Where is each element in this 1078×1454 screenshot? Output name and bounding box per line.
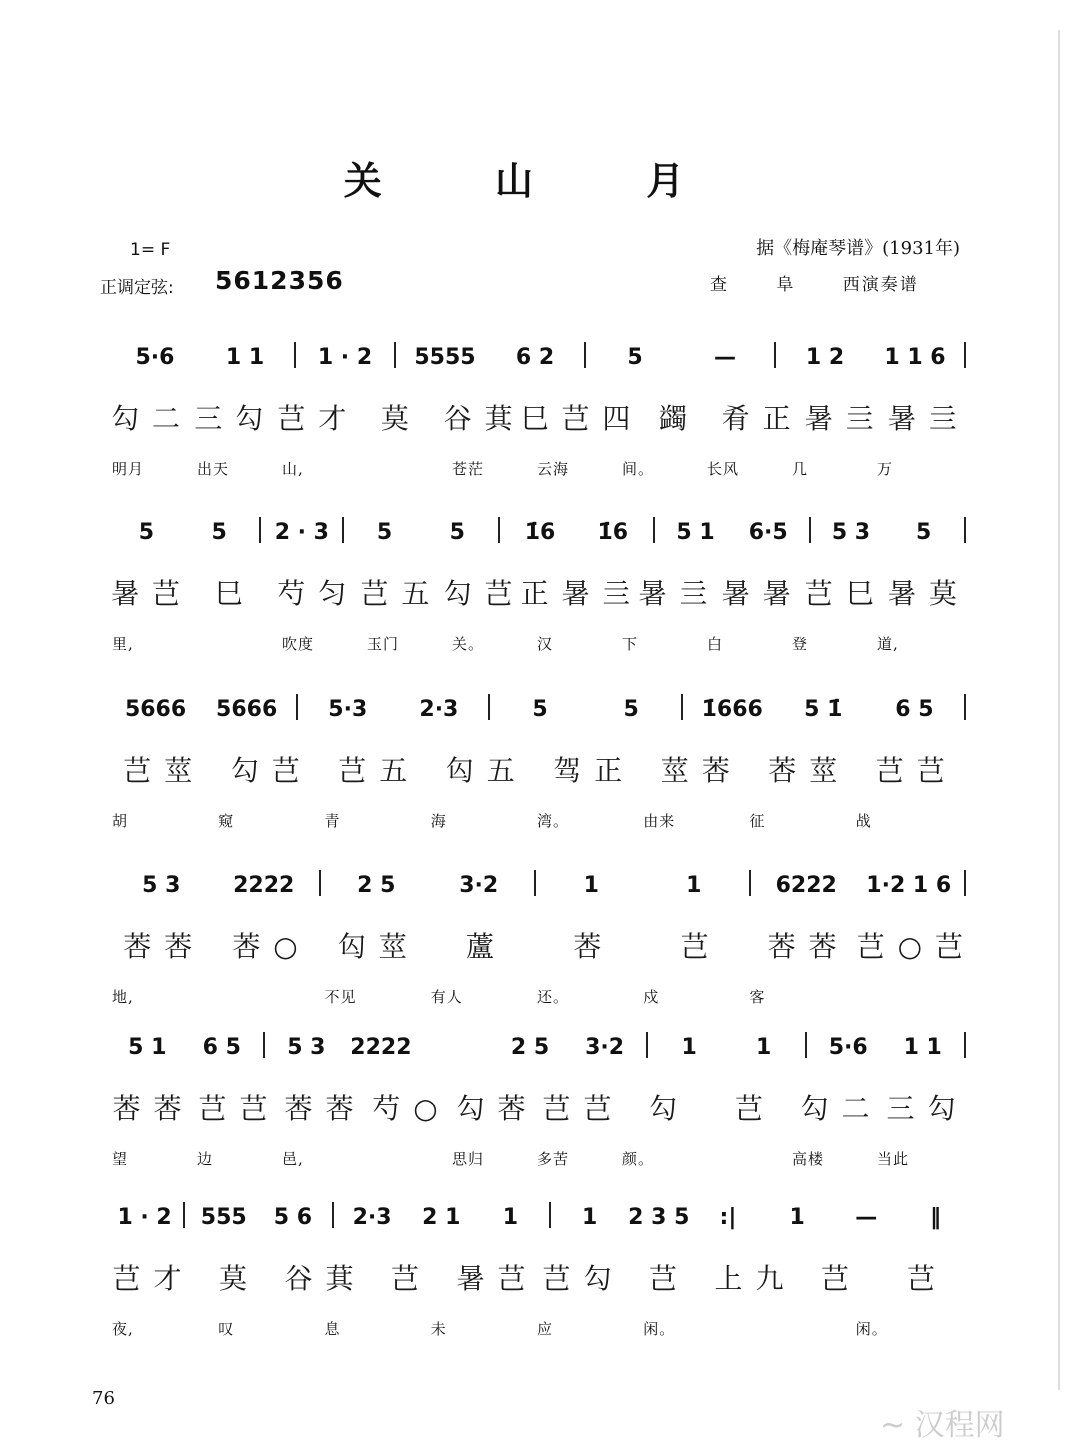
lyric-word: 高楼: [792, 1150, 825, 1168]
song-title: 关 山 月: [343, 158, 735, 203]
lyric-word: 青: [324, 812, 341, 830]
jianpu-notes: [110, 858, 970, 898]
note-group: 2·3: [419, 697, 459, 722]
lyric-word: 未: [430, 1320, 447, 1338]
note-group: 3·2: [585, 1035, 625, 1060]
tablature-glyph: 莖 莕: [660, 754, 732, 787]
note-group: 2222: [233, 873, 295, 898]
note-group: 5: [916, 520, 932, 545]
note-group: 1: [681, 1035, 697, 1060]
tablature-glyph: 匃 五: [445, 754, 517, 787]
lyric-word: 吹度: [282, 635, 315, 653]
qin-tablature: [105, 392, 965, 442]
tablature-glyph: 芑 芑: [198, 1092, 270, 1125]
tuning-notes: 5612356: [215, 266, 344, 295]
note-group: 5: [138, 520, 155, 545]
qin-tablature: [105, 1252, 965, 1302]
note-group: 5 3: [287, 1035, 326, 1060]
bar-line: [263, 1032, 265, 1058]
lyric-word: 苍茫: [452, 460, 485, 478]
qin-tablature: [105, 744, 965, 794]
note-group: 6·5: [748, 520, 788, 545]
lyric-word: 戍: [643, 988, 660, 1006]
lyric-word: 登: [792, 635, 809, 653]
tablature-glyph: 莫: [380, 402, 411, 435]
note-group: 6 5: [895, 697, 934, 722]
note-group: 5: [376, 520, 393, 545]
lyric-word: 息: [324, 1320, 341, 1338]
tablature-glyph: 三 勾: [886, 1092, 958, 1125]
bar-line: [183, 1202, 185, 1228]
bar-line: [319, 870, 321, 896]
tuning-label: 正调定弦:: [100, 278, 174, 298]
lyric-word: 白: [707, 635, 724, 653]
note-group: 5·6: [828, 1035, 868, 1060]
tablature-glyph: 暑 暑: [721, 577, 793, 610]
tablature-glyph: 芑 五: [360, 577, 432, 610]
tablature-glyph: 芍 ○: [372, 1092, 440, 1125]
jianpu-notes: [110, 1020, 970, 1060]
jianpu-notes: [110, 682, 970, 722]
lyric-word: 云海: [537, 460, 570, 478]
tablature-glyph: 莕: [573, 930, 604, 963]
note-group: 1̇6: [524, 520, 556, 545]
tablature-glyph: 莕 莕: [123, 930, 195, 963]
tablature-glyph: 暑 莫: [887, 577, 959, 610]
note-group: 5 1: [676, 520, 715, 545]
bar-line: [964, 870, 966, 896]
tablature-glyph: 匃 莖: [338, 930, 409, 963]
lyric-word: [197, 633, 282, 657]
source-citation: 据《梅庵琴谱》(1931年): [756, 238, 960, 259]
lyrics-line: [112, 1148, 962, 1172]
tablature-glyph: 上 九: [714, 1262, 786, 1295]
tablature-glyph: 芑 才: [112, 1262, 184, 1295]
note-group: 5: [532, 697, 548, 722]
tablature-glyph: 暑 亖: [638, 577, 710, 610]
bar-line: [964, 342, 966, 368]
note-group: 1: [686, 873, 702, 898]
tablature-glyph: 芑 勾: [542, 1262, 614, 1295]
note-group: 2 1: [422, 1205, 461, 1230]
tablature-glyph: 芑 巳: [804, 577, 876, 610]
tablature-glyph: 芑: [734, 1092, 765, 1125]
lyrics-line: [112, 1318, 962, 1342]
note-group: 555: [200, 1205, 247, 1230]
note-group: 5·6: [135, 345, 175, 370]
qin-tablature: [105, 1082, 965, 1132]
page-edge-line: [1058, 30, 1060, 1390]
lyric-word: 长风: [707, 460, 740, 478]
note-group: 6222: [775, 873, 837, 898]
note-group: 1 1: [903, 1035, 942, 1060]
lyric-word: [367, 458, 452, 482]
note-group: 1 1: [225, 345, 265, 370]
note-group: 5: [449, 520, 465, 545]
note-group: 1 1 6: [884, 345, 946, 370]
bar-line: [681, 694, 683, 720]
lyric-word: 出天: [197, 460, 230, 478]
tablature-glyph: 勾 二: [800, 1092, 872, 1125]
note-group: 3·2: [459, 873, 499, 898]
tablature-glyph: 巳: [214, 577, 245, 610]
lyric-word: 邑,: [282, 1150, 304, 1168]
watermark-logo: ~ 汉程网: [880, 1408, 1005, 1443]
bar-line: [809, 517, 811, 543]
note-group: 5 3: [142, 873, 181, 898]
bar-line: [964, 694, 966, 720]
note-group: 2·3: [352, 1205, 392, 1230]
note-group: 5·3: [328, 697, 368, 722]
bar-line: [296, 694, 298, 720]
tablature-glyph: 暑 芑: [456, 1262, 528, 1295]
lyric-word: 思归: [452, 1150, 485, 1168]
bar-line: [653, 517, 655, 543]
performer-credit: 查 阜 西演奏谱: [710, 275, 919, 295]
bar-line: [394, 342, 396, 368]
lyric-word: 地,: [112, 988, 134, 1006]
lyric-word: 海: [430, 812, 447, 830]
tablature-glyph: 勾 芑: [443, 577, 515, 610]
bar-line: [498, 517, 500, 543]
bar-line: [259, 517, 261, 543]
lyric-word: 闲。: [855, 1320, 888, 1338]
lyrics-line: [112, 810, 962, 834]
lyric-word: [707, 1148, 792, 1172]
tablature-glyph: 勾 莕: [456, 1092, 528, 1125]
note-group: —: [855, 1205, 878, 1230]
lyric-word: 不见: [324, 988, 357, 1006]
lyric-word: 多苦: [537, 1150, 570, 1168]
bar-line: [805, 1032, 807, 1058]
lyric-word: 窥: [218, 812, 235, 830]
note-group: ‖: [929, 1205, 941, 1230]
note-group: 1: [581, 1205, 598, 1230]
note-group: 6 5: [202, 1035, 241, 1060]
jianpu-notes: [110, 505, 970, 545]
lyric-word: 胡: [112, 812, 129, 830]
lyric-word: 战: [855, 812, 872, 830]
lyric-word: 间。: [622, 460, 655, 478]
note-group: :|: [719, 1205, 737, 1230]
lyric-word: 有人: [430, 988, 463, 1006]
note-group: 5: [627, 345, 643, 370]
tablature-glyph: 正 暑 亖: [520, 577, 633, 610]
tablature-glyph: 芑 五: [338, 754, 410, 787]
bar-line: [774, 342, 776, 368]
tablature-glyph: 三 勾: [194, 402, 266, 435]
note-group: 2 5: [510, 1035, 550, 1060]
note-group: 1: [502, 1205, 519, 1230]
note-group: 2 3 5: [628, 1205, 690, 1230]
bar-line: [488, 694, 490, 720]
note-group: 1: [755, 1035, 772, 1060]
tablature-glyph: 芑: [390, 1262, 421, 1295]
tablature-glyph: 驾 正: [553, 754, 625, 787]
tablature-glyph: 勾: [648, 1092, 679, 1125]
note-group: 5555: [414, 345, 476, 370]
qin-tablature: [105, 567, 965, 617]
lyric-word: 当此: [877, 1150, 910, 1168]
lyric-word: 几: [792, 460, 809, 478]
tablature-glyph: 肴 正: [721, 402, 793, 435]
note-group: 1: [583, 873, 599, 898]
note-group: 5 1̇: [804, 697, 843, 722]
note-group: 2222: [350, 1035, 412, 1060]
tablature-glyph: 莫: [218, 1262, 249, 1295]
lyric-word: 明月: [112, 460, 145, 478]
key-signature: 1= F: [130, 240, 171, 260]
tablature-glyph: 莕 莖: [768, 754, 840, 787]
lyric-word: 客: [749, 988, 766, 1006]
tablature-glyph: 芑 ○ 芑: [856, 930, 965, 963]
lyric-word: [367, 1148, 452, 1172]
jianpu-notes: [110, 1190, 970, 1230]
tablature-glyph: 蠲: [658, 402, 689, 435]
lyric-word: [218, 986, 324, 1010]
bar-line: [749, 870, 751, 896]
tablature-glyph: 芑 芑: [875, 754, 947, 787]
lyrics-line: [112, 633, 962, 657]
tablature-glyph: 芑: [906, 1262, 937, 1295]
lyric-word: 叹: [218, 1320, 235, 1338]
lyric-word: [750, 1318, 856, 1342]
lyric-word: 颜。: [622, 1150, 655, 1168]
lyric-word: 征: [749, 812, 766, 830]
tablature-glyph: 巳 芑 四: [520, 402, 633, 435]
tablature-glyph: 芑: [680, 930, 711, 963]
tablature-glyph: 芑 芑: [542, 1092, 614, 1125]
lyric-word: 还。: [537, 988, 570, 1006]
lyric-word: 由来: [643, 812, 676, 830]
note-group: 5 3: [831, 520, 871, 545]
lyric-word: 山,: [282, 460, 304, 478]
tablature-glyph: 莕 莕: [284, 1092, 356, 1125]
note-group: 5 6: [273, 1205, 313, 1230]
tablature-glyph: 芑: [648, 1262, 679, 1295]
tablature-glyph: 勾 二: [111, 402, 183, 435]
note-group: 5666: [124, 697, 187, 722]
note-group: 1 · 2: [317, 345, 373, 370]
note-group: 1 2: [805, 345, 845, 370]
note-group: 5666: [216, 697, 278, 722]
note-group: 5: [211, 520, 227, 545]
lyric-word: 闲。: [643, 1320, 676, 1338]
lyric-word: 应: [537, 1320, 554, 1338]
bar-line: [294, 342, 296, 368]
lyric-word: 关。: [452, 635, 485, 653]
lyric-word: 下: [622, 635, 639, 653]
lyric-word: 边: [197, 1150, 214, 1168]
tablature-glyph: 莕 莕: [767, 930, 839, 963]
note-group: 1: [789, 1205, 805, 1230]
note-group: 6 2: [515, 345, 555, 370]
note-group: 1 · 2: [117, 1205, 172, 1230]
tablature-glyph: 芑 才: [277, 402, 349, 435]
lyric-word: 汉: [537, 635, 554, 653]
tablature-glyph: 暑 芑: [111, 577, 183, 610]
bar-line: [964, 1032, 966, 1058]
note-group: 5 1: [128, 1035, 167, 1060]
bar-line: [964, 517, 966, 543]
note-group: 1·2 1 6: [866, 873, 952, 898]
lyric-word: 湾。: [537, 812, 570, 830]
tablature-glyph: 谷 萁: [284, 1262, 356, 1295]
bar-line: [584, 342, 586, 368]
lyric-word: [856, 986, 962, 1010]
tablature-glyph: 莕 ○: [232, 930, 300, 963]
lyric-word: 道,: [877, 635, 899, 653]
lyric-word: 夜,: [112, 1320, 134, 1338]
lyrics-line: [112, 986, 962, 1010]
qin-tablature: [105, 920, 965, 970]
jianpu-notes: [110, 330, 970, 370]
tablature-glyph: 芑 莖: [123, 754, 195, 787]
tablature-glyph: 芍 匀: [277, 577, 349, 610]
note-group: 1̇666: [701, 697, 763, 722]
bar-line: [549, 1202, 551, 1228]
lyrics-line: [112, 458, 962, 482]
bar-line: [332, 1202, 334, 1228]
bar-line: [342, 517, 344, 543]
tablature-glyph: 勾 芑: [230, 754, 302, 787]
tablature-glyph: 芑: [820, 1262, 851, 1295]
bar-line: [534, 870, 536, 896]
tablature-glyph: 蘆: [465, 930, 496, 963]
note-group: 1̇6: [597, 520, 629, 545]
lyric-word: 望: [112, 1150, 129, 1168]
note-group: —: [714, 345, 736, 370]
tablature-glyph: 暑 亖: [887, 402, 959, 435]
lyric-word: 里,: [112, 635, 134, 653]
lyric-word: 万: [877, 460, 894, 478]
bar-line: [646, 1032, 648, 1058]
page-number: 76: [92, 1388, 115, 1409]
note-group: 2 5: [357, 873, 396, 898]
tablature-glyph: 暑 亖: [804, 402, 876, 435]
tablature-glyph: 莕 莕: [112, 1092, 184, 1125]
note-group: 2 · 3: [274, 520, 329, 545]
lyric-word: 玉门: [367, 635, 400, 653]
note-group: 5: [623, 697, 639, 722]
tablature-glyph: 谷 萁: [443, 402, 515, 435]
